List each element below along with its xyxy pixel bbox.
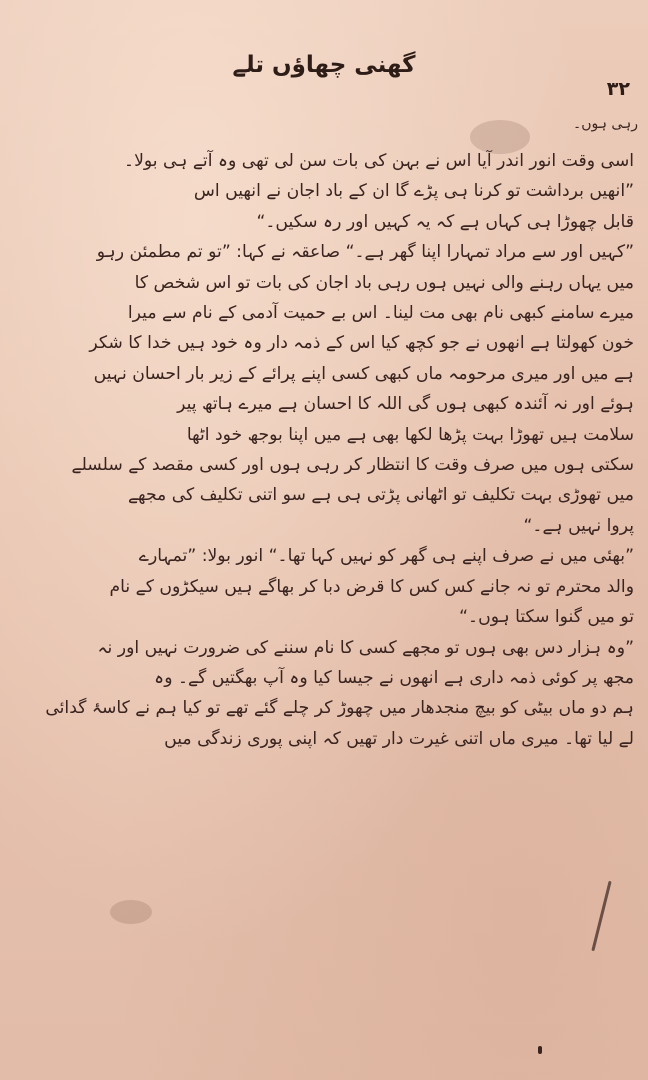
ink-dot xyxy=(538,1046,542,1054)
paragraph: ”کہیں اور سے مراد تمہارا اپنا گھر ہے۔“ صاعقہ نے کہا: ”تو تم مطمئن رہو میں یہاں رہنے والی نہیں ہوں رہی باد اجان کی بات تو اس شخص کا میرے سامنے کبھی نام بھی مت لینا۔ اس بے حمیت آدمی کے نام سے میرا خون کھولتا ہے انھوں نے جو کچھ کیا اس کے ذمہ دار وہ خود ہیں خدا کا شکر ہے میں اور میری مرحومہ ماں کبھی کسی اپنے پرائے کے زیر بار احسان نہیں ہوئے اور نہ آئندہ کبھی ہوں گی اللہ کا احسان ہے میرے ہاتھ پیر سلامت ہیں تھوڑا بہت پڑھا لکھا بھی ہے میں اپنا بوجھ خود اٹھا سکتی ہوں میں صرف وقت کا انتظار کر رہی ہوں اور کسی مقصد کے سلسلے میں تھوڑی بہت تکلیف تو اٹھانی پڑتی ہی ہے سو اتنی تکلیف کی مجھے پروا نہیں ہے۔“ xyxy=(71,242,634,536)
body-text xyxy=(16,146,634,1046)
paragraph: ”وہ ہزار دس بھی ہوں تو مجھے کسی کا نام سننے کی ضرورت نہیں اور نہ مجھ پر کوئی ذمہ داری ہے انھوں نے جیسا کیا وہ آپ بھگتیں گے۔ وہ ہم دو ماں بیٹی کو بیچ منجدھار میں چھوڑ کر چلے گئے تھے تو کیا ہم نے کاسۂ گدائی لے لیا تھا۔ میری ماں اتنی غیرت دار تھیں کہ اپنی پوری زندگی میں xyxy=(45,637,634,749)
margin-note: رہی ہوں۔ xyxy=(572,116,638,132)
paragraph: ”بھئی میں نے صرف اپنے ہی گھر کو نہیں کہا تھا۔“ انور بولا: ”تمہارے والد محترم تو نہ جانے کس کس کا قرض دبا کر بھاگے ہیں سیکڑوں کے نام تو میں گنوا سکتا ہوں۔“ xyxy=(109,546,634,628)
paragraph: اسی وقت انور اندر آیا اس نے بہن کی بات سن لی تھی وہ آتے ہی بولا۔ ”انھیں برداشت تو کرنا ہی پڑے گا ان کے باد اجان نے انھیں اس قابل چھوڑا ہی کہاں ہے کہ یہ کہیں اور رہ سکیں۔“ xyxy=(124,151,634,232)
running-title: گھنی چھاؤں تلے xyxy=(232,52,416,78)
page-number: ۳۲ xyxy=(606,78,630,100)
